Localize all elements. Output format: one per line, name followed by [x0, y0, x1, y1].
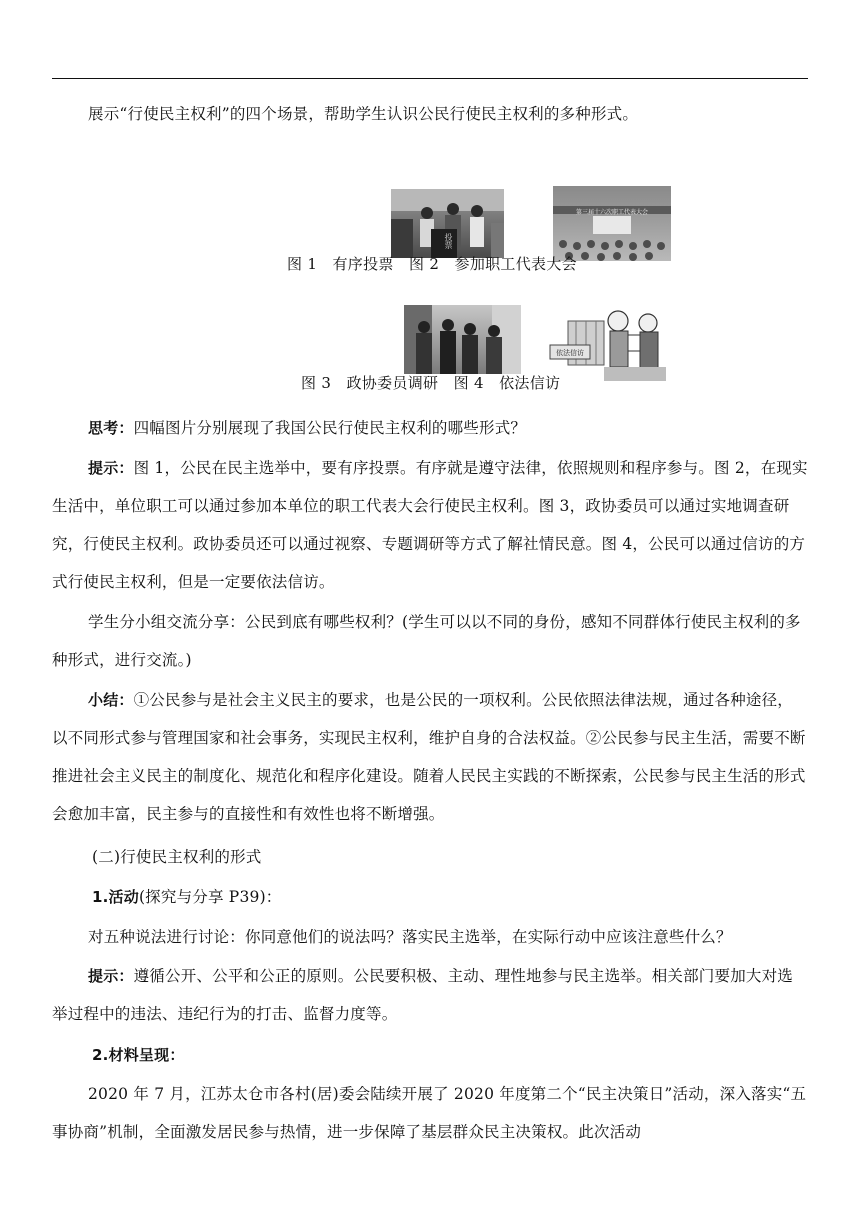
fig4-sign-text: 依法信访: [556, 349, 584, 357]
fig1-sign-text: 投票: [444, 233, 453, 249]
summary-label: 小结：: [88, 691, 134, 709]
hint2-label: 提示：: [88, 967, 134, 985]
material-label: 2.材料呈现：: [92, 1046, 185, 1064]
summary-paragraph: [52, 681, 808, 833]
section-2-heading: (二)行使民主权利的形式: [92, 848, 262, 866]
figure-3-survey-photo: [404, 305, 521, 374]
figure-1-voting-photo: [391, 189, 504, 258]
think-text: 四幅图片分别展现了我国公民行使民主权利的哪些形式？: [133, 419, 527, 437]
summary-text: ①公民参与是社会主义民主的要求，也是公民的一项权利。公民依照法律法规，通过各种途径，以不同形式参与管理国家和社会事务，实现民主权利，维护自身的合法权益。②公民参与民主生活，需要不断推进社会主义民主的制度化、规范化和程序化建设。随着人民民主实践的不断探索，公民参与民主生活的形式会愈加丰富，民主参与的直接性和有效性也将不断增强。: [52, 691, 806, 823]
hint1-label: 提示：: [88, 459, 134, 477]
material-heading: [92, 1036, 808, 1074]
hint-paragraph-1: [52, 449, 808, 601]
caption-row-2: 图 3 政协委员调研 图 4 依法信访: [301, 374, 561, 392]
discuss-paragraph: 对五种说法进行讨论：你同意他们的说法吗？落实民主选举，在实际行动中应该注意些什么？: [88, 928, 732, 946]
header-rule: [52, 78, 808, 79]
share-paragraph: 学生分小组交流分享：公民到底有哪些权利？(学生可以以不同的身份，感知不同群体行使民主权利的多种形式，进行交流。): [52, 613, 801, 669]
think-paragraph: [52, 409, 808, 447]
hint-paragraph-2: [52, 957, 808, 1033]
material-paragraph: 2020 年 7 月，江苏太仓市各村(居)委会陆续开展了 2020 年度第二个“民主决策日”活动，深入落实“五事协商”机制，全面激发居民参与热情，进一步保障了基层群众民主决策权。此次活动: [52, 1085, 807, 1141]
activity-line: [92, 878, 808, 916]
hint1-text: 图 1，公民在民主选举中，要有序投票。有序就是遵守法律，依照规则和程序参与。图 2，在现实生活中，单位职工可以通过参加本单位的职工代表大会行使民主权利。图 3，政协委员可以通过实地调查研究，行使民主权利。政协委员还可以通过视察、专题调研等方式了解社情民意。图 4，公民可以通过信访的方式行使民主权利，但是一定要依法信访。: [52, 459, 808, 591]
hint2-text: 遵循公开、公平和公正的原则。公民要积极、主动、理性地参与民主选举。相关部门要加大对选举过程中的违法、违纪行为的打击、监督力度等。: [52, 967, 794, 1023]
caption-row-1: 图 1 有序投票 图 2 参加职工代表大会: [287, 255, 577, 273]
figure-4-petition-cartoon: [548, 307, 666, 381]
fig2-banner-text: 第三届十六次职工代表大会: [575, 209, 648, 216]
activity-text: (探究与分享 P39)：: [138, 888, 282, 906]
activity-label: 1.活动: [92, 888, 139, 906]
figure-2-congress-photo: [553, 186, 671, 261]
think-label: 思考：: [88, 419, 134, 437]
intro-paragraph: 展示“行使民主权利”的四个场景，帮助学生认识公民行使民主权利的多种形式。: [88, 105, 639, 123]
